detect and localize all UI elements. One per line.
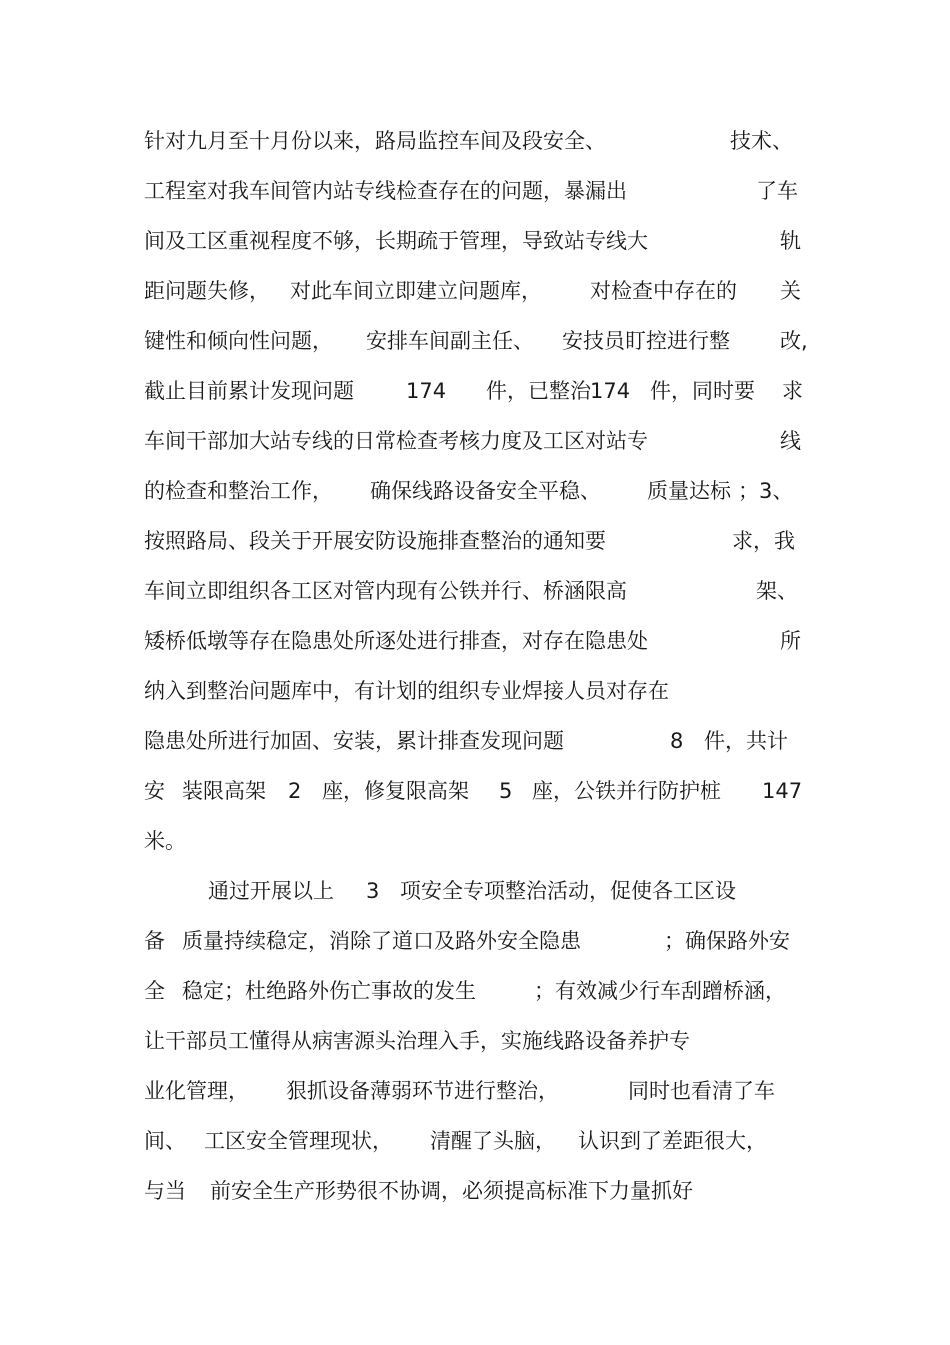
text-line [0,971,950,1011]
text-segment: 技术、 [730,129,793,153]
text-segment: 项安全专项整治活动，促使各工区设 [400,879,736,903]
text-segment: 轨 [780,229,801,253]
text-segment: 线 [780,429,801,453]
text-segment: ；3、 [738,479,794,503]
text-segment: 对检查中存在的 [590,279,737,303]
text-line [0,821,950,861]
text-line [0,371,950,411]
text-line [0,1021,950,1061]
text-segment: 车间立即组织各工区对管内现有公铁并行、桥涵限高 [144,579,627,603]
text-segment: 车间干部加大站专线的日常检查考核力度及工区对站专 [144,429,648,453]
text-segment: 同时也看清了车 [628,1079,775,1103]
text-segment: 座，修复限高架 [322,779,469,803]
text-segment: 质量达标 [647,479,731,503]
text-segment: 业化管理， [144,1079,249,1103]
text-line [0,171,950,211]
text-segment: 5 [499,779,513,803]
text-segment: 通过开展以上 [208,879,334,903]
text-segment: 改, [780,329,808,353]
text-segment: 装限高架 [182,779,266,803]
text-segment: 矮桥低墩等存在隐患处所逐处进行排查，对存在隐患处 [144,629,648,653]
text-line [0,771,950,811]
text-segment: 截止目前累计发现问题 [144,379,354,403]
text-segment: 前安全生产形势很不协调，必须提高标准下力量抓好 [210,1179,693,1203]
text-segment: 件，同时要 [650,379,755,403]
text-line [0,221,950,261]
text-line [0,621,950,661]
text-segment: 米。 [144,829,186,853]
text-segment: ；有效减少行车刮蹭桥涵， [534,979,786,1003]
text-segment: 针对九月至十月份以来，路局监控车间及段安全、 [144,129,606,153]
text-segment: ；确保路外安 [664,929,790,953]
text-segment: 了车 [756,179,798,203]
text-line [0,121,950,161]
text-line [0,421,950,461]
text-line [0,1121,950,1161]
text-segment: 件，已整治 [486,379,591,403]
text-segment: 关 [780,279,801,303]
text-line [0,471,950,511]
text-segment: 让干部员工懂得从病害源头治理入手，实施线路设备养护专 [144,1029,690,1053]
text-segment: 间及工区重视程度不够，长期疏于管理，导致站专线大 [144,229,648,253]
text-segment: 的检查和整治工作， [144,479,333,503]
text-line [0,1171,950,1211]
text-line [0,321,950,361]
text-segment: 2 [288,779,302,803]
text-segment: 对此车间立即建立问题库， [290,279,542,303]
text-line [0,921,950,961]
text-segment: 架、 [756,579,798,603]
text-segment: 件，共计 [704,729,788,753]
text-segment: 确保线路设备安全平稳、 [370,479,601,503]
text-segment: 3 [366,879,380,903]
text-segment: 安技员盯控进行整 [562,329,730,353]
text-segment: 求 [782,379,803,403]
text-segment: 纳入到整治问题库中，有计划的组织专业焊接人员对存在 [144,679,669,703]
text-segment: 狠抓设备薄弱环节进行整治， [286,1079,559,1103]
text-segment: 工区安全管理现状， [204,1129,393,1153]
text-line [0,521,950,561]
text-line [0,721,950,761]
text-segment: 174 [590,379,631,403]
text-segment: 备 [144,929,165,953]
text-line [0,671,950,711]
text-segment: 所 [780,629,801,653]
text-line [0,571,950,611]
text-segment: 全 [144,979,165,1003]
text-segment: 安排车间副主任、 [366,329,534,353]
text-segment: 求，我 [732,529,795,553]
text-line [0,871,950,911]
text-segment: 座，公铁并行防护桩 [532,779,721,803]
text-segment: 间、 [144,1129,186,1153]
text-segment: 隐患处所进行加固、安装，累计排查发现问题 [144,729,564,753]
text-segment: 清醒了头脑， [430,1129,556,1153]
text-segment: 键性和倾向性问题， [144,329,333,353]
text-segment: 按照路局、段关于开展安防设施排查整治的通知要 [144,529,606,553]
text-segment: 稳定；杜绝路外伤亡事故的发生 [182,979,476,1003]
text-segment: 认识到了差距很大， [578,1129,767,1153]
text-line [0,1071,950,1111]
text-segment: 安 [144,779,165,803]
text-segment: 174 [406,379,447,403]
text-segment: 8 [670,729,684,753]
text-segment: 与当 [144,1179,186,1203]
text-line [0,271,950,311]
text-segment: 质量持续稳定，消除了道口及路外安全隐患 [182,929,581,953]
text-segment: 工程室对我车间管内站专线检查存在的问题，暴漏出 [144,179,627,203]
text-segment: 距问题失修， [144,279,270,303]
text-segment: 147 [762,779,803,803]
